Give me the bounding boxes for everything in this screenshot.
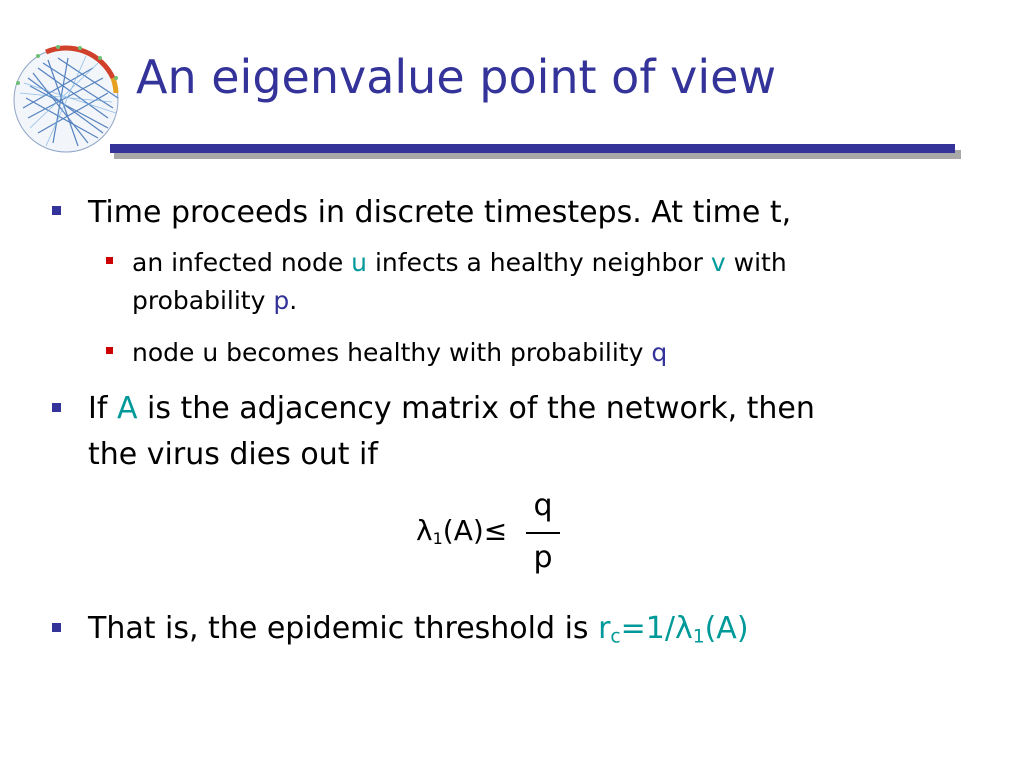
- threshold-formula: [598, 611, 748, 646]
- sub-bullet-infection-line2: [132, 282, 297, 319]
- fraction-bar: [526, 532, 560, 534]
- text: node u becomes healthy with probability: [132, 338, 652, 367]
- lambda-subscript: 1: [692, 626, 705, 648]
- sub-bullet-marker: [106, 347, 113, 354]
- r-symbol: r: [598, 611, 611, 646]
- text: infects a healthy neighbor: [367, 248, 711, 277]
- sub-bullet-infection-line1: [132, 244, 787, 281]
- bullet-adjacency-line1: [88, 386, 815, 432]
- sub-bullet-recovery: [132, 334, 667, 371]
- text: .: [289, 286, 298, 315]
- lambda-subscript: 1: [432, 529, 443, 548]
- bullet-marker: [52, 403, 61, 412]
- sub-bullet-marker: [106, 257, 113, 264]
- bullet-marker: [52, 623, 61, 632]
- fraction-numerator: q: [533, 488, 553, 523]
- var-u: u: [351, 248, 368, 277]
- fraction-denominator: p: [533, 540, 553, 575]
- r-subscript: c: [610, 626, 621, 648]
- var-v: v: [710, 248, 726, 277]
- formula-middle: =1/λ: [620, 611, 693, 646]
- bullet-threshold: [88, 606, 749, 661]
- text: If: [88, 391, 117, 426]
- bullet-marker: [52, 206, 61, 215]
- bullet-time-steps: Time proceeds in discrete timesteps. At time t,: [88, 195, 792, 230]
- text: with: [725, 248, 787, 277]
- text: probability: [132, 286, 274, 315]
- lambda-symbol: λ: [416, 514, 433, 547]
- text: an infected node: [132, 248, 352, 277]
- title-rule: [110, 144, 955, 153]
- formula-tail: (A): [704, 611, 749, 646]
- var-p: p: [273, 286, 290, 315]
- var-q: q: [651, 338, 668, 367]
- slide-title: An eigenvalue point of view: [136, 50, 777, 104]
- bullet-adjacency-line2: the virus dies out if: [88, 437, 378, 472]
- lambda-argument: (A): [442, 514, 484, 547]
- text: That is, the epidemic threshold is: [88, 611, 599, 646]
- var-A: A: [116, 391, 138, 426]
- text: is the adjacency matrix of the network, then: [137, 391, 815, 426]
- equation-lhs: [416, 514, 507, 548]
- network-graph-logo-icon: [8, 38, 128, 158]
- leq-operator: ≤: [483, 514, 508, 547]
